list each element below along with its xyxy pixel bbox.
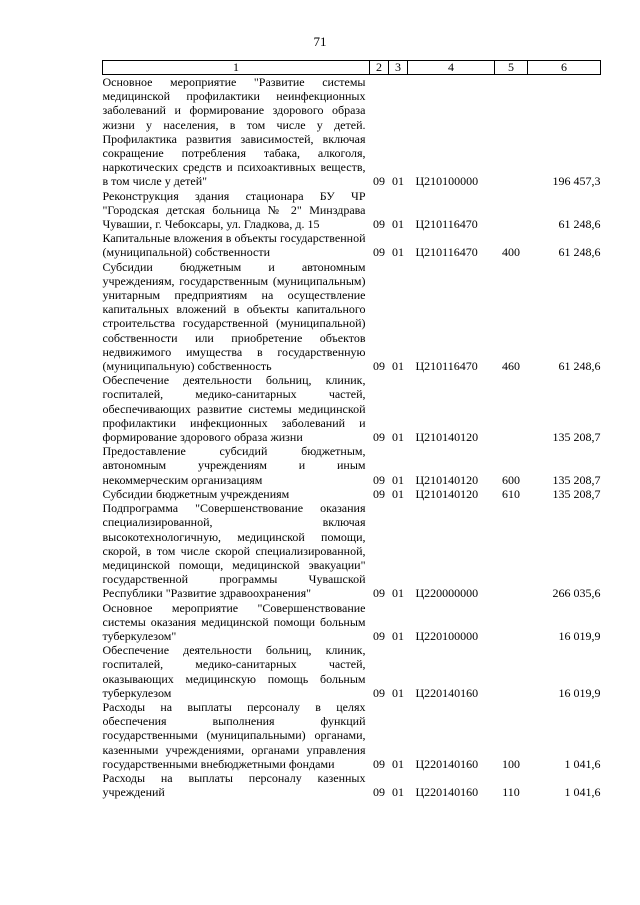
row-target-code: Ц210116470 — [415, 245, 478, 260]
header-row — [103, 61, 601, 75]
table-row — [103, 75, 601, 189]
row-name: Расходы на выплаты персоналу казенных учреждений — [102, 770, 366, 800]
row-amount: 61 248,6 — [558, 245, 601, 260]
page-number: 71 — [313, 34, 327, 49]
row-target-code: Ц210100000 — [415, 174, 479, 189]
header-col-subsection: 3 — [389, 61, 408, 75]
row-expense-type: 110 — [502, 785, 520, 800]
header-col-name: 1 — [103, 61, 370, 75]
row-name: Субсидии бюджетным учреждениям — [102, 486, 290, 501]
row-expense-type — [495, 189, 528, 232]
row-subsection: 01 — [392, 359, 404, 374]
row-name: Расходы на выплаты персоналу в целях обеспечения выполнения функций государственными (муниципальными) органами, казенными учреждениями, органами управления государственными внебюджетными фондами — [102, 699, 366, 771]
row-subsection: 01 — [392, 628, 404, 643]
table-row — [103, 643, 601, 700]
row-subsection: 01 — [392, 174, 404, 189]
row-amount: 135 208,7 — [552, 430, 601, 445]
table-row — [103, 771, 601, 799]
row-amount: 135 208,7 — [552, 472, 601, 487]
header-col-amount: 6 — [528, 61, 601, 75]
row-name: Подпрограмма "Совершенствование оказания специализированной, включая высокотехнологичную, медицинской помощи, скорой, в том числе скорой специализированной, медицинской помощи, медицинской эвакуации" государственной программы Чувашской Республики "Развитие здравоохранения" — [102, 501, 366, 601]
row-amount: 1 041,6 — [564, 756, 601, 771]
row-section: 09 — [373, 217, 385, 232]
row-subsection: 01 — [392, 685, 404, 700]
row-expense-type: 600 — [502, 472, 520, 487]
row-section: 09 — [373, 245, 385, 260]
header-col-target: 4 — [408, 61, 495, 75]
table-row — [103, 373, 601, 444]
budget-table — [102, 60, 601, 799]
row-target-code: Ц210140120 — [415, 472, 479, 487]
row-section: 09 — [373, 685, 385, 700]
row-expense-type: 460 — [502, 359, 520, 374]
row-target-code: Ц220140160 — [415, 785, 479, 800]
row-section: 09 — [373, 472, 385, 487]
row-name: Субсидии бюджетным и автономным учреждениям, государственным (муниципальным) унитарным предприятиям на осуществление капитальных вложений в объекты капитального строительства государственной (муниципальной) собственности или приобретение объектов недвижимого имущества в государственную (муниципальную) собственность — [102, 259, 366, 374]
row-section: 09 — [373, 430, 385, 445]
row-target-code: Ц210140120 — [415, 486, 479, 501]
row-subsection: 01 — [392, 486, 404, 501]
row-amount: 61 248,6 — [558, 359, 601, 374]
row-amount: 135 208,7 — [552, 486, 601, 501]
row-amount: 196 457,3 — [552, 174, 601, 189]
row-target-code: Ц210116470 — [415, 359, 478, 374]
row-amount: 1 041,6 — [564, 785, 601, 800]
row-section: 09 — [373, 785, 385, 800]
row-amount: 266 035,6 — [552, 586, 601, 601]
row-section: 09 — [373, 586, 385, 601]
row-expense-type: 610 — [502, 486, 520, 501]
row-subsection: 01 — [392, 756, 404, 771]
table-row — [103, 700, 601, 771]
row-name: Основное мероприятие "Развитие системы медицинской профилактики неинфекционных заболеваний и формирование здорового образа жизни у населения, в том числе у детей. Профилактика развития зависимостей, включая сокращение потребления табака, алкоголя, наркотических средств и психоактивных веществ, в том числе у детей" — [102, 75, 366, 189]
table-row — [103, 501, 601, 600]
row-expense-type — [495, 501, 528, 600]
table-row — [103, 601, 601, 644]
row-subsection: 01 — [392, 586, 404, 601]
row-name: Обеспечение деятельности больниц, клиник, госпиталей, медико-санитарных частей, обеспечивающих развитие системы медицинской профилактики инфекционных заболеваний и формирование здорового образа жизни — [102, 373, 366, 445]
table-row — [103, 487, 601, 501]
row-expense-type — [495, 75, 528, 189]
row-target-code: Ц210140120 — [415, 430, 479, 445]
table-row — [103, 231, 601, 259]
row-target-code: Ц220000000 — [415, 586, 479, 601]
row-name: Обеспечение деятельности больниц, клиник, госпиталей, медико-санитарных частей, оказывающих медицинскую помощь больным туберкулезом — [102, 643, 366, 700]
row-name: Предоставление субсидий бюджетным, автономным учреждениям и иным некоммерческим организациям — [102, 444, 366, 487]
row-subsection: 01 — [392, 785, 404, 800]
row-name: Реконструкция здания стационара БУ ЧР "Городская детская больница № 2" Минздрава Чувашии, г. Чебоксары, ул. Гладкова, д. 15 — [102, 188, 366, 232]
row-target-code: Ц220140160 — [415, 685, 479, 700]
table-row — [103, 260, 601, 374]
row-section: 09 — [373, 628, 385, 643]
row-subsection: 01 — [392, 245, 404, 260]
row-section: 09 — [373, 486, 385, 501]
row-name: Капитальные вложения в объекты государственной (муниципальной) собственности — [102, 231, 366, 260]
table-row — [103, 189, 601, 232]
row-expense-type — [495, 373, 528, 444]
row-section: 09 — [373, 174, 385, 189]
row-subsection: 01 — [392, 430, 404, 445]
row-name: Основное мероприятие "Совершенствование системы оказания медицинской помощи больным туберкулезом" — [102, 600, 366, 643]
table-row — [103, 444, 601, 487]
row-amount: 16 019,9 — [558, 685, 601, 700]
row-subsection: 01 — [392, 217, 404, 232]
row-subsection: 01 — [392, 472, 404, 487]
row-expense-type — [495, 643, 528, 700]
row-target-code: Ц220140160 — [415, 756, 479, 771]
row-target-code: Ц210116470 — [415, 217, 478, 232]
row-expense-type — [495, 601, 528, 644]
row-amount: 16 019,9 — [558, 628, 601, 643]
row-amount: 61 248,6 — [558, 217, 601, 232]
row-expense-type: 100 — [502, 756, 520, 771]
row-expense-type: 400 — [502, 245, 520, 260]
header-col-expense-type: 5 — [495, 61, 528, 75]
table-header — [103, 61, 601, 75]
row-section: 09 — [373, 756, 385, 771]
header-col-section: 2 — [370, 61, 389, 75]
row-section: 09 — [373, 359, 385, 374]
table-body — [103, 75, 601, 800]
row-target-code: Ц220100000 — [415, 628, 479, 643]
